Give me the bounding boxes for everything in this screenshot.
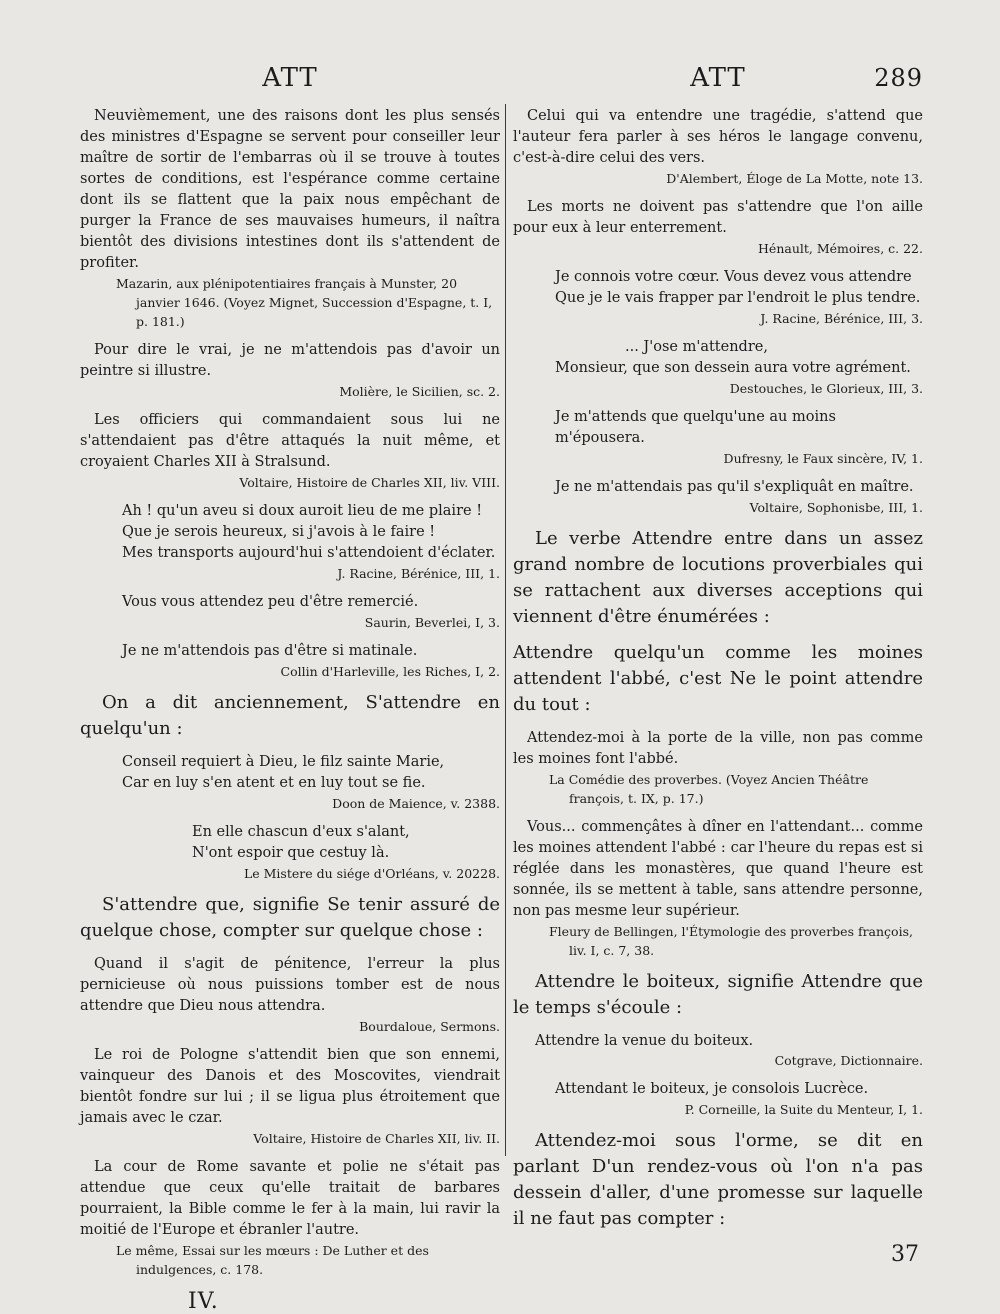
verse-line: N'ont espoir que cestuy là. <box>192 845 390 861</box>
section-heading: Attendre quelqu'un comme les moines attendent l'abbé, c'est Ne le point attendre du tout : <box>513 642 923 715</box>
quotation: Les morts ne doivent pas s'attendre que l'on aille pour eux à leur enterrement. <box>513 199 923 236</box>
verse-line: Je m'attends que quelqu'une au moins m'épousera. <box>555 409 836 446</box>
citation: Hénault, Mémoires, c. 22. <box>758 241 923 256</box>
section-heading: Attendre le boiteux, signifie Attendre que le temps s'écoule : <box>513 971 923 1018</box>
quotation: Attendez-moi à la porte de la ville, non pas comme les moines font l'abbé. <box>513 730 923 767</box>
column-divider <box>505 104 506 1156</box>
section-heading: Le verbe Attendre entre dans un assez grand nombre de locutions proverbiales qui se rattachent aux diverses acceptions qui viennent d'être énumérées : <box>513 528 923 627</box>
verse-block <box>80 501 500 564</box>
signature-mark: IV. <box>188 1289 219 1314</box>
verse-block <box>513 337 923 379</box>
verse-line: Je ne m'attendois pas d'être si matinale. <box>122 643 418 659</box>
verse-line: Ah ! qu'un aveu si doux auroit lieu de me plaire ! <box>122 503 483 519</box>
citation: Voltaire, Histoire de Charles XII, liv. VIII. <box>239 475 500 490</box>
verse-line: Attendant le boiteux, je consolois Lucrèce. <box>555 1081 869 1097</box>
citation: Cotgrave, Dictionnaire. <box>774 1053 923 1068</box>
quotation: Quand il s'agit de pénitence, l'erreur la plus pernicieuse où nous puissions tomber est de nous attendre que Dieu nous attendra. <box>80 956 500 1014</box>
citation: Voltaire, Sophonisbe, III, 1. <box>749 500 923 515</box>
section-heading: On a dit anciennement, S'attendre en quelqu'un : <box>80 692 500 739</box>
quotation: Attendre la venue du boiteux. <box>535 1033 754 1049</box>
citation: Doon de Maience, v. 2388. <box>332 796 500 811</box>
verse-line: Que je le vais frapper par l'endroit le plus tendre. <box>555 290 921 306</box>
left-column <box>80 62 500 1314</box>
verse-line: Que je serois heureux, si j'avois à le faire ! <box>122 524 436 540</box>
quotation: Pour dire le vrai, je ne m'attendois pas d'avoir un peintre si illustre. <box>80 342 500 379</box>
verse-line: ... J'ose m'attendre, <box>625 339 768 355</box>
citation: Dufresny, le Faux sincère, IV, 1. <box>723 451 923 466</box>
verse-block <box>513 267 923 309</box>
section-heading: Attendez-moi sous l'orme, se dit en parlant D'un rendez-vous où l'on n'a pas dessein d'aller, d'une promesse sur laquelle il ne faut pas compter : <box>513 1130 923 1229</box>
quotation: Celui qui va entendre une tragédie, s'attend que l'auteur fera parler à ses héros le langage convenu, c'est-à-dire celui des vers. <box>513 108 923 166</box>
quotation: Neuvièmement, une des raisons dont les plus sensés des ministres d'Espagne se servent pour conseiller leur maître de sortir de l'embarras où il se trouve à toutes sortes de conditions, est l'espérance comme certaine dont ils se flattent que la paix nous empêchant de purger la France de ses mauvaises humeurs, il naîtra bientôt des divisions intestines dont ils s'attendent de profiter. <box>80 108 500 271</box>
quotation: La cour de Rome savante et polie ne s'était pas attendue que ceux qu'elle traitait de barbares pourraient, la Bible comme le fer à la main, lui ravir la moitié de l'Europe et ébranler l'autre. <box>80 1159 500 1238</box>
quotation: Les officiers qui commandaient sous lui ne s'attendaient pas d'être attaqués la nuit même, et croyaient Charles XII à Stralsund. <box>80 412 500 470</box>
section-heading: S'attendre que, signifie Se tenir assuré de quelque chose, compter sur quelque chose : <box>80 894 500 941</box>
citation: D'Alembert, Éloge de La Motte, note 13. <box>666 171 923 186</box>
citation: Fleury de Bellingen, l'Étymologie des proverbes françois, liv. I, c. 7, 38. <box>549 924 913 958</box>
verse-line: Mes transports aujourd'hui s'attendoient d'éclater. <box>122 545 496 561</box>
citation: Le Mistere du siége d'Orléans, v. 20228. <box>243 866 500 881</box>
citation: P. Corneille, la Suite du Menteur, I, 1. <box>684 1102 923 1117</box>
citation: Le même, Essai sur les mœurs : De Luther et des indulgences, c. 178. <box>116 1243 429 1277</box>
gathering-number: 37 <box>891 1242 919 1267</box>
verse-line: Conseil requiert à Dieu, le filz sainte Marie, <box>122 754 445 770</box>
verse-line: Car en luy s'en atent et en luy tout se fie. <box>122 775 426 791</box>
citation: Voltaire, Histoire de Charles XII, liv. II. <box>253 1131 500 1146</box>
verse-line: Je ne m'attendais pas qu'il s'expliquât en maître. <box>555 479 914 495</box>
verse-line: En elle chascun d'eux s'alant, <box>192 824 410 840</box>
citation: Bourdaloue, Sermons. <box>359 1019 500 1034</box>
verse-line: Monsieur, que son dessein aura votre agrément. <box>555 360 911 376</box>
citation: Collin d'Harleville, les Riches, I, 2. <box>280 664 500 679</box>
right-column <box>513 62 923 1267</box>
running-head-right <box>513 62 923 94</box>
running-head-text: ATT <box>690 63 746 93</box>
verse-line: Vous vous attendez peu d'être remercié. <box>122 594 419 610</box>
verse-block <box>80 752 500 794</box>
running-head-left: ATT <box>262 63 318 93</box>
quotation: Le roi de Pologne s'attendit bien que son ennemi, vainqueur des Danois et des Moscovites, viendrait bientôt fondre sur lui ; il se ligua plus étroitement que jamais avec le czar. <box>80 1047 500 1126</box>
verse-line: Je connois votre cœur. Vous devez vous attendre <box>555 269 912 285</box>
page-number: 289 <box>874 64 923 92</box>
citation: Destouches, le Glorieux, III, 3. <box>729 381 923 396</box>
citation: La Comédie des proverbes. (Voyez Ancien Théâtre françois, t. IX, p. 17.) <box>549 772 869 806</box>
verse-block <box>80 822 500 864</box>
quotation: Vous... commençâtes à dîner en l'attendant... comme les moines attendent l'abbé : car l'heure du repas est si réglée dans les monastères, que quand l'heure est sonnée, ils se mettent à table, sans attendre personne, non pas mesme leur supérieur. <box>513 819 923 919</box>
citation: Saurin, Beverlei, I, 3. <box>364 615 500 630</box>
citation: Mazarin, aux plénipotentiaires français à Munster, 20 janvier 1646. (Voyez Mignet, Succession d'Espagne, t. I, p. 181.) <box>116 276 493 329</box>
citation: J. Racine, Bérénice, III, 1. <box>337 566 500 581</box>
citation: Molière, le Sicilien, sc. 2. <box>339 384 500 399</box>
citation: J. Racine, Bérénice, III, 3. <box>760 311 923 326</box>
